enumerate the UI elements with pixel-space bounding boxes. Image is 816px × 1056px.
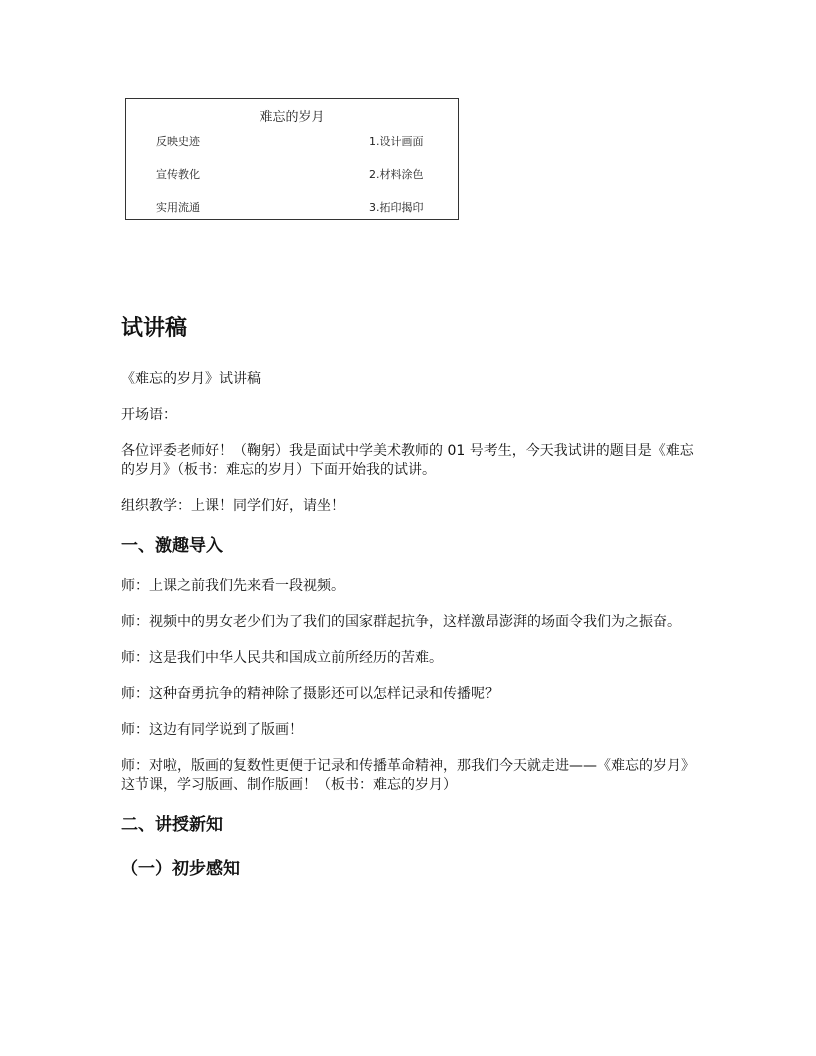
board-left-item: 反映史迹 xyxy=(156,135,200,148)
board-title: 难忘的岁月 xyxy=(259,110,325,125)
board-left-item: 实用流通 xyxy=(156,201,200,214)
document-title: 试讲稿 xyxy=(121,316,188,341)
intro-paragraph: 师：这是我们中华人民共和国成立前所经历的苦难。 xyxy=(121,650,443,666)
intro-paragraph: 师：这边有同学说到了版画！ xyxy=(121,722,303,738)
document-body xyxy=(121,312,701,882)
board-right-item: 2.材料涂色 xyxy=(369,168,424,181)
opening-label: 开场语： xyxy=(121,407,177,423)
organize-paragraph: 组织教学：上课！同学们好，请坐！ xyxy=(121,498,345,514)
board-right-item: 1.设计画面 xyxy=(369,135,424,148)
board-right-item: 3.拓印揭印 xyxy=(369,201,424,214)
intro-paragraph: 师：上课之前我们先来看一段视频。 xyxy=(121,578,345,594)
board-left-item: 宣传教化 xyxy=(156,168,200,181)
intro-paragraph: 师：对啦，版画的复数性更便于记录和传播革命精神，那我们今天就走进——《难忘的岁月》这节课，学习版画、制作版画！（板书：难忘的岁月） xyxy=(121,758,695,793)
opening-paragraph: 各位评委老师好！（鞠躬）我是面试中学美术教师的 01 号考生，今天我试讲的题目是《难忘的岁月》（板书：难忘的岁月）下面开始我的试讲。 xyxy=(121,443,694,478)
document-subtitle: 《难忘的岁月》试讲稿 xyxy=(121,371,261,387)
subsection-heading: （一）初步感知 xyxy=(121,859,240,879)
intro-paragraph: 师：这种奋勇抗争的精神除了摄影还可以怎样记录和传播呢？ xyxy=(121,686,499,702)
blackboard-diagram xyxy=(125,98,459,220)
section-heading-intro: 一、激趣导入 xyxy=(121,536,223,556)
intro-paragraph: 师：视频中的男女老少们为了我们的国家群起抗争，这样激昂澎湃的场面令我们为之振奋。 xyxy=(121,614,681,630)
section-heading-teaching: 二、讲授新知 xyxy=(121,815,223,835)
